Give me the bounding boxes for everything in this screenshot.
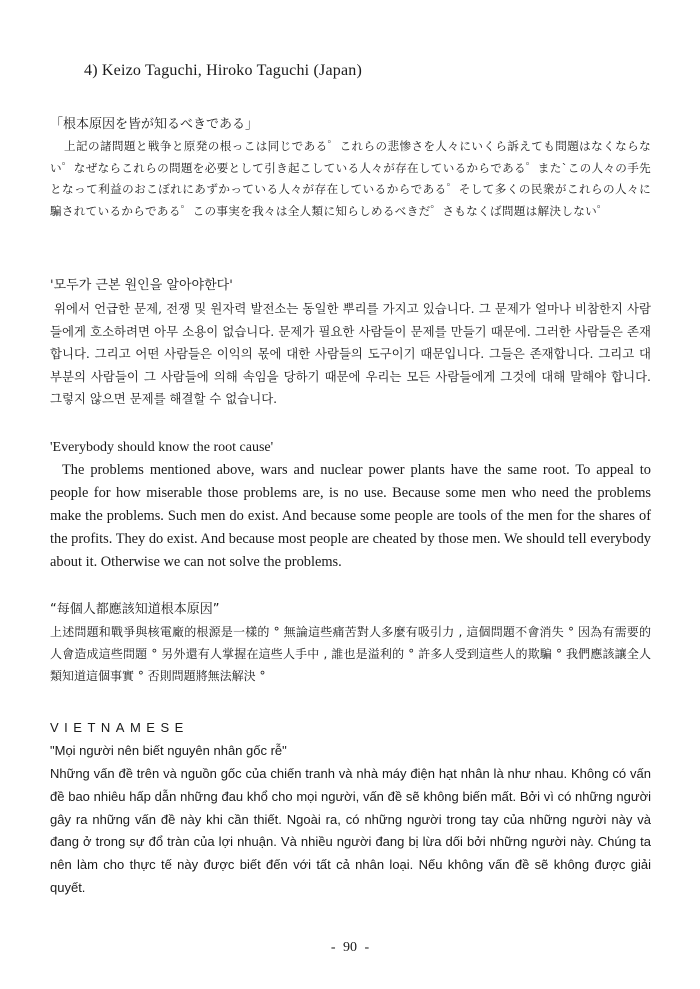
chinese-section <box>50 599 651 687</box>
japanese-body: 上記の諸問題と戦争と原発の根っこは同じである゜これらの悲惨さを人々にいくら訴えても問題はなくならない゜なぜならこれらの問題を必要として引き起こしている人々が存在しているからである゜また`この人々の手先となって利益のおこぼれにあずかっている人々が存在しているからである゜そして多くの民衆がこれらの人々に騙されているからである゜この事実を我々は全人類に知らしめるべきだ゜さもなくば問題は解決しない゜ <box>50 139 651 218</box>
korean-section <box>50 274 651 411</box>
english-body: The problems mentioned above, wars and nuclear power plants have the same root. To appeal to people for how miserable those problems are, is no use. Because some men who need the problems make the problems. Such men do exist. And because some people are tools of the men for the shares of the profits. They do exist. And because most people are cheated by those men. We should tell everybody about it. Otherwise we can not solve the problems. <box>50 462 651 570</box>
vietnamese-section <box>50 717 651 900</box>
section-heading: 4) Keizo Taguchi, Hiroko Taguchi (Japan) <box>84 62 362 79</box>
korean-title: '모두가 근본 원인을 알아야한다' <box>50 278 233 293</box>
japanese-title: 「根本原因を皆が知るべきである」 <box>50 117 259 132</box>
english-section <box>50 436 651 574</box>
vietnamese-body: Những vấn đề trên và nguồn gốc của chiến tranh và nhà máy điện hạt nhân là như nhau. Không có vấn đề bao nhiêu hấp dẫn những đau khổ cho mọi người, vấn đề sẽ không biến mất. Bởi vì có những người gây ra những vấn đề này khi cần thiết. Ngoài ra, có những người trong tay của những người này và đang ở trong sự đổ tràn của lợi nhuận. Và nhiều người đang bị lừa dối bởi những người này. Chúng ta nên làm cho thực tế này được biết đến với tất cả nhân loại. Nếu không vấn đề sẽ không được giải quyết. <box>50 766 651 895</box>
japanese-section <box>50 114 651 222</box>
page-number: - 90 - <box>330 940 370 955</box>
chinese-body: 上述問題和戰爭與核電廠的根源是一樣的 ° 無論這些痛苦對人多麼有吸引力 , 這個問題不會消失 ° 因為有需要的人會造成這些問題 ° 另外還有人掌握在這些人手中 , 誰也是溢利的 ° 許多人受到這些人的欺騙 ° 我們應該讓全人類知道這個事實 ° 否則問題將無法解決 ° <box>50 625 651 683</box>
korean-body: 위에서 언급한 문제, 전쟁 및 원자력 발전소는 동일한 뿌리를 가지고 있습니다. 그 문제가 얼마나 비참한지 사람들에게 호소하려면 아무 소용이 없습니다. 문제가 필요한 사람들이 문제를 만들기 때문에. 그러한 사람들은 존재합니다. 그리고 어떤 사람들은 이익의 몫에 대한 사람들의 도구이기 때문입니다. 그들은 존재합니다. 그리고 대부분의 사람들이 그 사람들에 의해 속임을 당하기 때문에 우리는 모든 사람들에게 그것에 대해 말해야 합니다. 그렇지 않으면 문제를 해결할 수 없습니다. <box>50 301 651 407</box>
vietnamese-title: "Mọi người nên biết nguyên nhân gốc rễ" <box>50 743 287 758</box>
chinese-title: “每個人都應該知道根本原因” <box>50 602 220 617</box>
english-title: 'Everybody should know the root cause' <box>50 440 274 455</box>
vietnamese-language-label: VIETNAMESE <box>50 720 189 735</box>
